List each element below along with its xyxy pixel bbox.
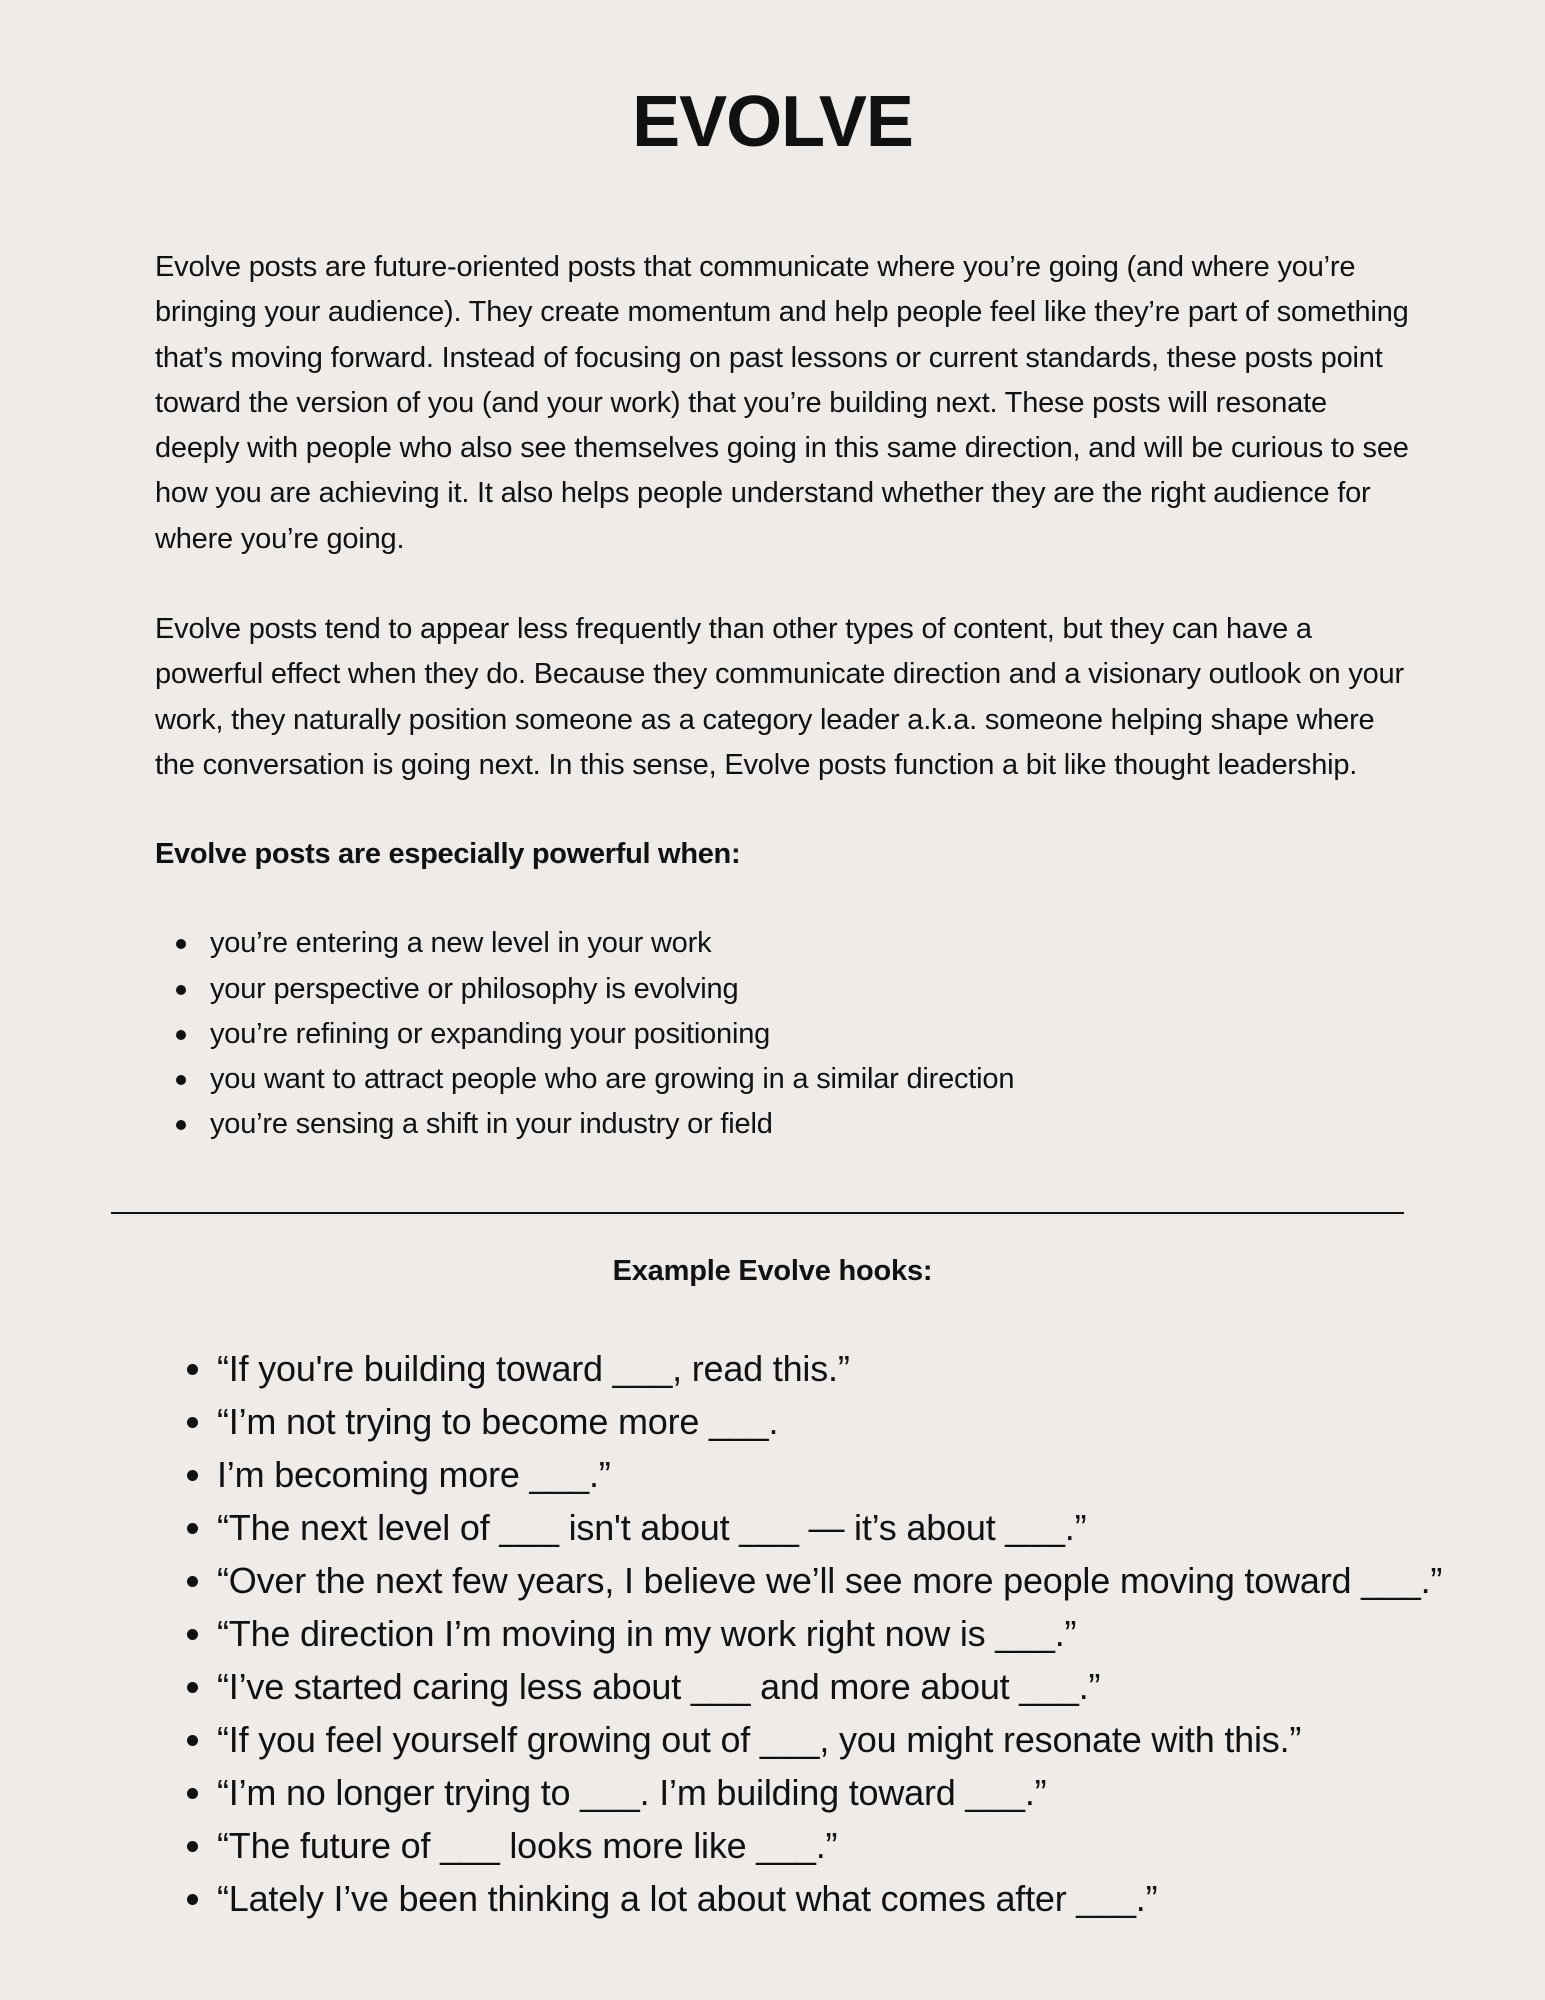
example-hook-item: I’m becoming more ___.” [217, 1448, 1417, 1501]
example-hook-item: “Over the next few years, I believe we’ll see more people moving toward ___.” [217, 1554, 1417, 1607]
example-hook-item: “I’m no longer trying to ___. I’m building toward ___.” [217, 1766, 1417, 1819]
powerful-when-item: you’re sensing a shift in your industry or field [210, 1102, 1415, 1147]
powerful-when-item: you’re refining or expanding your positioning [210, 1012, 1415, 1057]
powerful-when-heading: Evolve posts are especially powerful when: [155, 838, 741, 871]
page-title: EVOLVE [632, 82, 913, 162]
example-hooks-heading: Example Evolve hooks: [612, 1255, 933, 1287]
example-hook-item: “The direction I’m moving in my work right now is ___.” [217, 1607, 1417, 1660]
powerful-when-item: you want to attract people who are growing in a similar direction [210, 1057, 1415, 1102]
description-paragraph-2: Evolve posts tend to appear less frequently than other types of content, but they can have a powerful effect when they do. Because they communicate direction and a visionary outlook on your work, they naturally position someone as a category leader a.k.a. someone helping shape where the conversation is going next. In this sense, Evolve posts function a bit like thought leadership. [155, 613, 1404, 781]
example-hook-item: “If you're building toward ___, read this.” [217, 1342, 1417, 1395]
section-divider [111, 1212, 1404, 1214]
example-hook-item: “Lately I’ve been thinking a lot about what comes after ___.” [217, 1872, 1417, 1925]
powerful-when-item: you’re entering a new level in your work [210, 921, 1415, 966]
example-hook-item: “The future of ___ looks more like ___.” [217, 1819, 1417, 1872]
example-hook-item: “I’ve started caring less about ___ and more about ___.” [217, 1660, 1417, 1713]
example-hook-item: “If you feel yourself growing out of ___, you might resonate with this.” [217, 1713, 1417, 1766]
description-paragraph-1: Evolve posts are future-oriented posts that communicate where you’re going (and where you’re bringing your audience). They create momentum and help people feel like they’re part of something that’s moving forward. Instead of focusing on past lessons or current standards, these posts point toward the version of you (and your work) that you’re building next. These posts will resonate deeply with people who also see themselves going in this same direction, and will be curious to see how you are achieving it. It also helps people understand whether they are the right audience for where you’re going. [155, 251, 1409, 555]
example-hook-item: “I’m not trying to become more ___. [217, 1395, 1417, 1448]
powerful-when-item: your perspective or philosophy is evolving [210, 967, 1415, 1012]
powerful-when-list [155, 921, 1415, 1147]
example-hooks-list [217, 1342, 1443, 1925]
evolve-description [155, 245, 1415, 1148]
example-hook-item: “The next level of ___ isn't about ___ — it’s about ___.” [217, 1501, 1417, 1554]
